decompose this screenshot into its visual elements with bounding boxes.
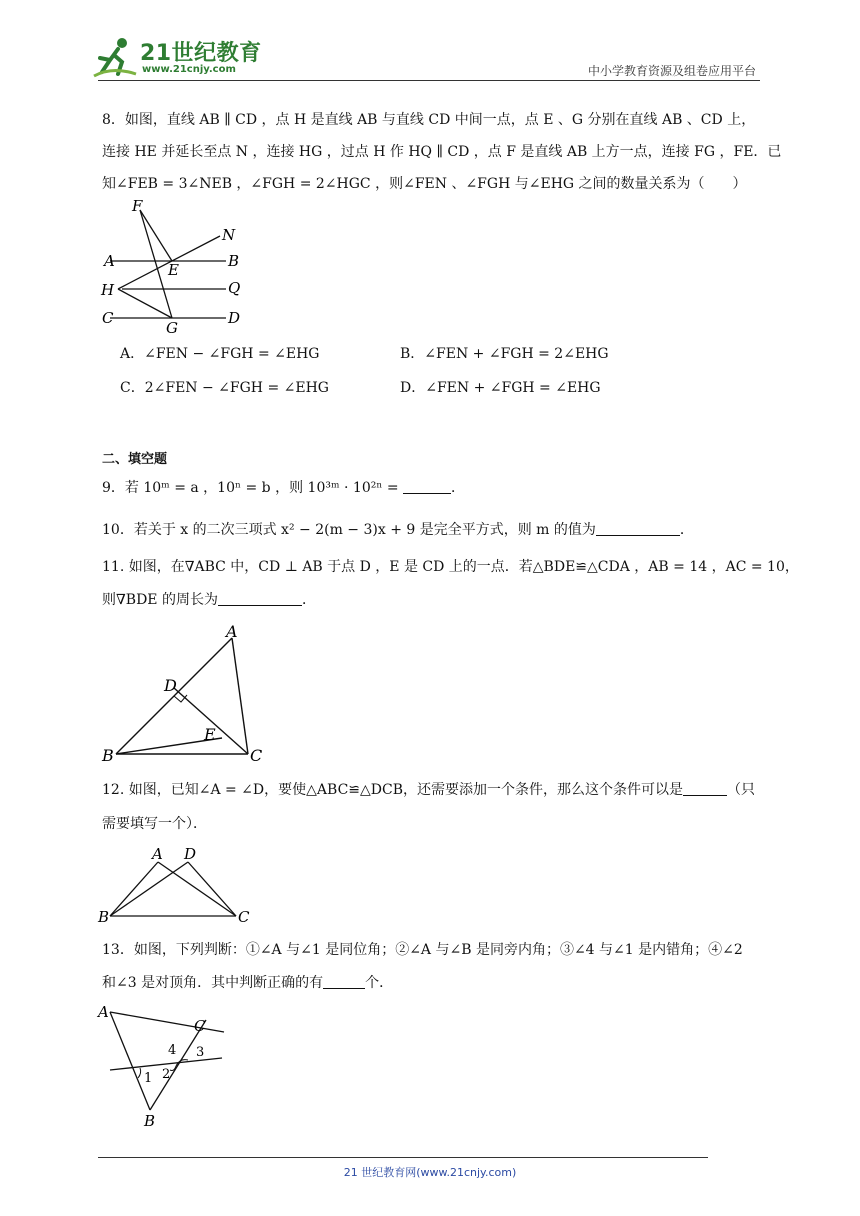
q13-text: 和∠3 是对顶角．其中判断正确的有 <box>102 975 324 991</box>
q9-answer-blank[interactable] <box>403 479 451 494</box>
q11-label-d: D <box>164 676 177 695</box>
q12-line1 <box>102 780 755 800</box>
q8-line1: 8．如图，直线 AB ∥ CD ，点 H 是直线 AB 与直线 CD 中间一点，点 E 、G 分别在直线 AB 、CD 上， <box>102 112 756 128</box>
q8-label-d: D <box>228 309 241 327</box>
q8-figure <box>98 196 268 336</box>
q10-line <box>102 520 694 540</box>
q8-label-f: F <box>132 197 143 215</box>
q11-figure <box>96 618 276 768</box>
q13-label-4: 4 <box>168 1043 177 1058</box>
q8-label-q: Q <box>228 279 241 297</box>
q11-label-c: C <box>250 746 263 765</box>
q11-end: ． <box>301 592 316 608</box>
q9-text: 9．若 10ᵐ = a ，10ⁿ = b ，则 10³ᵐ · 10²ⁿ = <box>102 480 404 496</box>
q8-label-b: B <box>228 252 240 270</box>
q10-answer-blank[interactable] <box>596 521 680 536</box>
q12-label-c: C <box>238 908 250 924</box>
q13-label-b: B <box>144 1112 156 1130</box>
q8-label-h: H <box>101 281 115 299</box>
logo-url: www.21cnjy.com <box>142 64 236 75</box>
q11-label-b: B <box>102 746 114 765</box>
q9-line <box>102 478 465 498</box>
runner-logo-icon <box>92 36 138 80</box>
q11-label-e: E <box>204 725 216 744</box>
q8-label-n: N <box>222 226 236 244</box>
q8-option-b[interactable]: B．∠FEN + ∠FGH = 2∠EHG <box>400 346 609 362</box>
q9-end: ． <box>451 480 466 496</box>
q11-line2 <box>102 590 316 610</box>
q12-text: 12. 如图，已知∠A = ∠D，要使△ABC≌△DCB，还需要添加一个条件，那么这个条件可以是 <box>102 782 683 798</box>
q13-line2 <box>102 973 393 993</box>
q8-label-c: C <box>102 309 114 327</box>
q13-label-1: 1 <box>144 1071 153 1086</box>
section-title: 二、填空题 <box>102 452 168 467</box>
logo-text: 21世纪教育 <box>140 41 262 66</box>
q8-label-g: G <box>166 319 178 336</box>
q12-answer-blank[interactable] <box>683 781 727 796</box>
q13-label-a: A <box>98 1003 109 1021</box>
footer-divider <box>98 1157 708 1158</box>
q8-label-e: E <box>168 261 179 279</box>
q8-option-d[interactable]: D．∠FEN + ∠FGH = ∠EHG <box>400 380 601 396</box>
q13-label-2: 2 <box>162 1067 171 1082</box>
q8-line3: 知∠FEB = 3∠NEB ，∠FGH = 2∠HGC ，则∠FEN 、∠FGH 与∠EHG 之间的数量关系为（ ） <box>102 176 747 192</box>
q12-text-end: （只 <box>727 782 755 798</box>
logo <box>92 36 262 80</box>
q12-line2: 需要填写一个）． <box>102 816 207 832</box>
q11-line1: 11. 如图，在∇ABC 中，CD ⊥ AB 于点 D ，E 是 CD 上的一点．若△BDE≌△CDA ，AB = 14 ，AC = 10， <box>102 559 799 575</box>
q8-line2: 连接 HE 并延长至点 N ，连接 HG ，过点 H 作 HQ ∥ CD ，点 F 是直线 AB 上方一点，连接 FG ，FE．已 <box>102 144 782 160</box>
q12-label-d: D <box>184 845 197 863</box>
q8-option-a[interactable]: A．∠FEN − ∠FGH = ∠EHG <box>120 346 320 362</box>
q13-figure <box>96 1000 236 1136</box>
q13-end: 个． <box>365 975 394 991</box>
q8-option-c[interactable]: C．2∠FEN − ∠FGH = ∠EHG <box>120 380 329 396</box>
q10-end: ． <box>679 522 694 538</box>
q12-figure <box>96 842 266 924</box>
q13-label-c: C <box>194 1017 206 1035</box>
q12-label-b: B <box>98 908 110 924</box>
q10-text: 10．若关于 x 的二次三项式 x² − 2(m − 3)x + 9 是完全平方式，则 m 的值为 <box>102 522 596 538</box>
q11-text: 则∇BDE 的周长为 <box>102 592 218 608</box>
q11-label-a: A <box>226 622 238 641</box>
q13-answer-blank[interactable] <box>323 974 365 989</box>
q13-line1: 13．如图，下列判断：①∠A 与∠1 是同位角；②∠A 与∠B 是同旁内角；③∠4 与∠1 是内错角；④∠2 <box>102 942 743 958</box>
q13-label-3: 3 <box>196 1045 205 1060</box>
header-divider <box>98 80 760 81</box>
platform-title: 中小学教育资源及组卷应用平台 <box>587 64 756 78</box>
q8-label-a: A <box>104 252 115 270</box>
q11-answer-blank[interactable] <box>218 591 302 606</box>
footer-text[interactable]: 21 世纪教育网(www.21cnjy.com) <box>343 1166 517 1179</box>
q12-label-a: A <box>152 845 163 863</box>
